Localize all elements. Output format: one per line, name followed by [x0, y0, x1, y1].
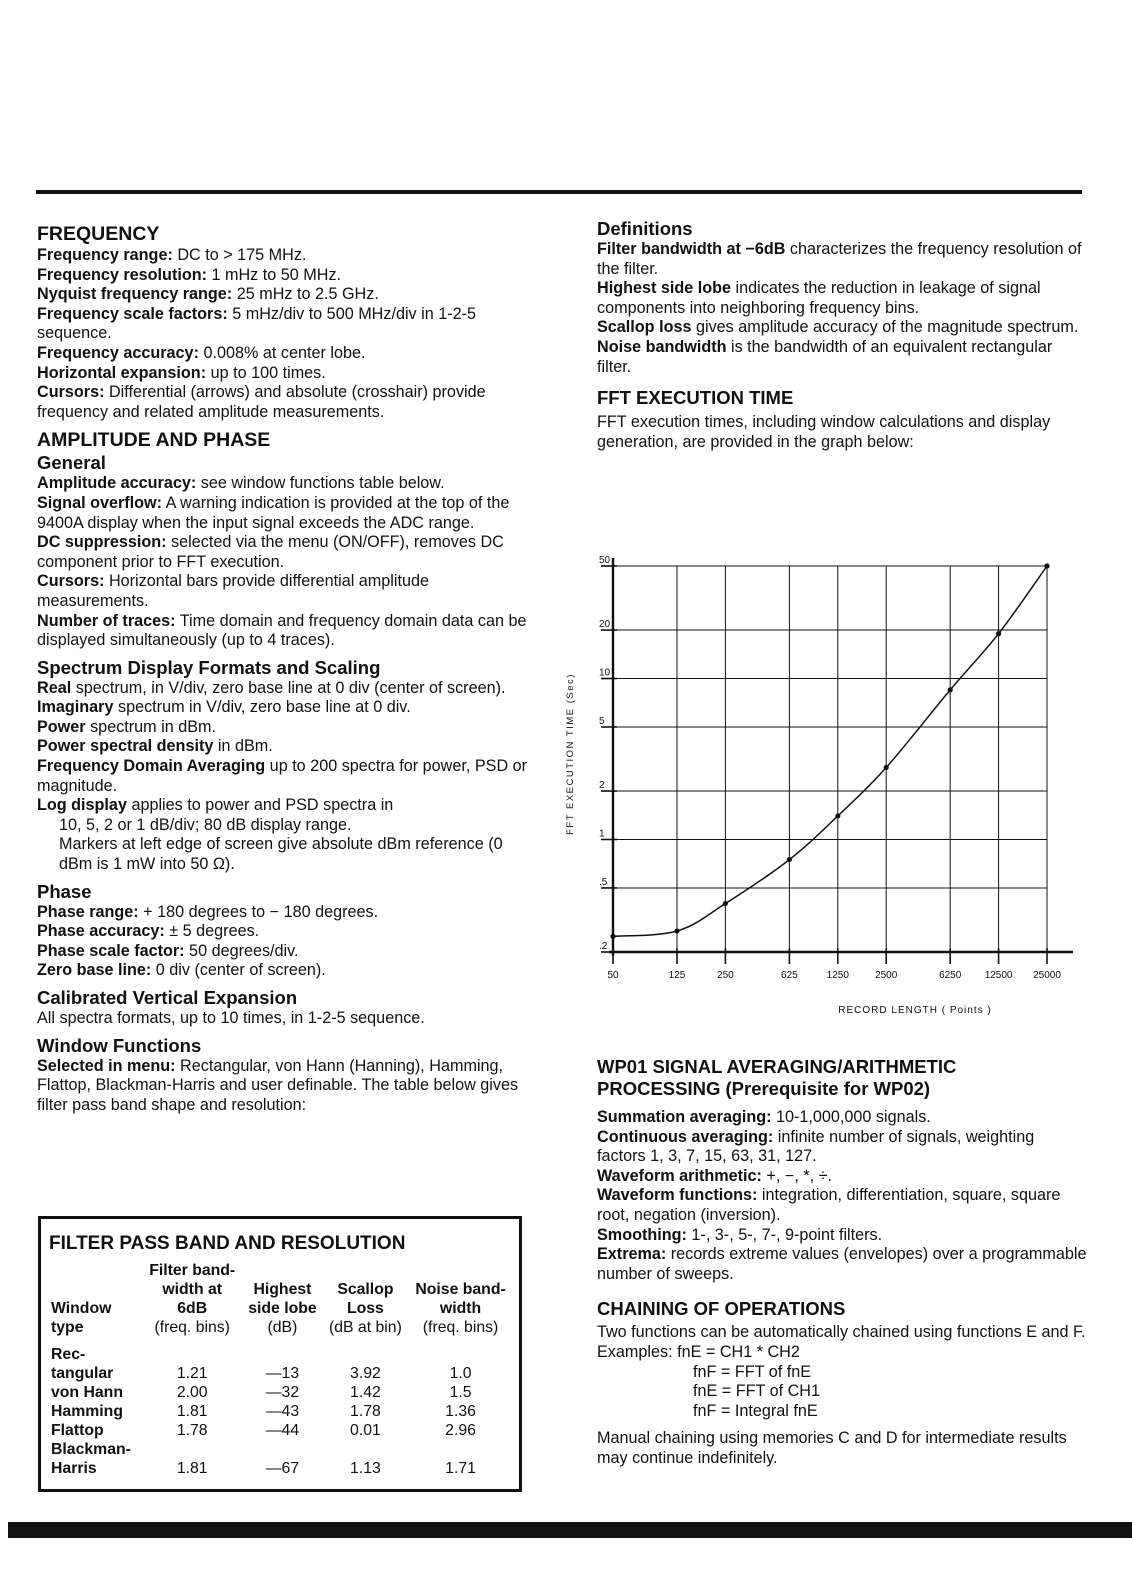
x-tick-label: 625 [781, 970, 798, 981]
spec-line: Number of traces: Time domain and frequency domain data can be displayed simultaneously (up to 4 traces). [37, 611, 527, 650]
spec-line: Signal overflow: A warning indication is provided at the top of the 9400A display when the input signal exceeds the ADC range. [37, 493, 510, 532]
data-point [948, 687, 953, 692]
x-tick-label: 25000 [1033, 970, 1061, 981]
spec-line: Horizontal expansion: up to 100 times. [37, 363, 326, 382]
vertical-expansion-heading: Calibrated Vertical Expansion [37, 987, 298, 1008]
definition-line: Noise bandwidth is the bandwidth of an equivalent rectangular filter. [597, 337, 1053, 376]
table-row: von Hann 2.00 —32 1.42 1.5 [51, 1384, 472, 1401]
fft-execution-chart [555, 548, 1085, 1028]
chaining-heading: CHAINING OF OPERATIONS [597, 1298, 846, 1320]
manual-chaining-text: Manual chaining using memories C and D for intermediate results may continue indefinitely. [597, 1429, 1067, 1467]
x-tick-label: 125 [668, 970, 686, 981]
left-column [37, 222, 537, 1115]
table-units-row: type (freq. bins) (dB) (dB at bin) (freq. bins) [51, 1319, 499, 1336]
data-point [787, 857, 792, 862]
spec-line: Real spectrum, in V/div, zero base line at 0 div (center of screen). [37, 678, 506, 697]
spec-line: Cursors: Differential (arrows) and absolute (crosshair) provide frequency and related amplitude measurements. [37, 383, 486, 421]
data-point [996, 631, 1001, 636]
table-row: Flattop 1.78 —44 0.01 2.96 [51, 1422, 476, 1439]
y-tick-label: 5 [599, 715, 605, 727]
x-tick-label: 2500 [875, 970, 898, 981]
amplitude-phase-heading: AMPLITUDE AND PHASE [37, 429, 271, 452]
spec-line: Extrema: records extreme values (envelopes) over a programmable number of sweeps. [597, 1245, 1087, 1283]
chart-ticks [599, 555, 1061, 981]
filter-pass-band-table [38, 1216, 522, 1492]
filter-table [49, 1261, 513, 1478]
x-axis-label: RECORD LENGTH ( Points ) [838, 1005, 992, 1016]
fft-execution-text: FFT execution times, including window calculations and display generation, are provided in the graph below: [597, 413, 1051, 451]
spec-line: Waveform functions: integration, differentiation, square, square root, negation (inversion). [597, 1186, 1061, 1224]
definition-line: Highest side lobe indicates the reduction in leakage of signal components into neighboring frequency bins. [597, 279, 1041, 317]
chart-axes [609, 558, 1073, 956]
spec-line: Summation averaging: 10-1,000,000 signals. [597, 1108, 931, 1126]
data-point [674, 928, 679, 933]
spec-line: Waveform arithmetic: +, −, *, ÷. [597, 1166, 832, 1185]
general-heading: General [37, 452, 106, 474]
right-column [597, 218, 1087, 452]
x-tick-label: 50 [607, 970, 619, 981]
data-point [610, 934, 615, 939]
window-functions-text: Selected in menu: Rectangular, von Hann (Hanning), Hamming, Flattop, Blackman-Harris and user definable. The table below gives filter pass band shape and resolution: [37, 1056, 519, 1114]
x-tick-label: 1250 [826, 970, 849, 981]
table-row: Hamming 1.81 —43 1.78 1.36 [51, 1403, 476, 1420]
definition-line: Filter bandwidth at −6dB characterizes the frequency resolution of the filter. [597, 240, 1082, 278]
spectrum-formats-heading: Spectrum Display Formats and Scaling [37, 656, 381, 678]
data-point [835, 813, 840, 818]
chart-svg [555, 548, 1085, 1028]
spec-line: Zero base line: 0 div (center of screen). [37, 961, 326, 980]
table-row: Blackman- Harris 1.81 —67 1.13 1.71 [51, 1441, 476, 1477]
data-point [884, 765, 889, 770]
spec-line: Frequency scale factors: 5 mHz/div to 500 MHz/div in 1-2-5 sequence. [37, 304, 477, 343]
table-header-row [49, 1261, 513, 1318]
y-tick-label: 10 [599, 667, 611, 679]
spec-line: Phase accuracy: ± 5 degrees. [37, 922, 260, 941]
phase-list [37, 903, 537, 981]
log-display-markers: Markers at left edge of screen give absolute dBm reference (0 dBm is 1 mW into 50 Ω). [59, 835, 503, 874]
spec-line: Power spectral density in dBm. [37, 737, 273, 756]
data-point [723, 901, 728, 906]
general-list [37, 474, 537, 650]
series-line [613, 566, 1047, 936]
x-tick-label: 6250 [939, 970, 962, 981]
spec-line: Continuous averaging: infinite number of signals, weighting factors 1, 3, 7, 15, 63, 31, 127. [597, 1127, 1035, 1166]
wp01-list [597, 1108, 1087, 1284]
spec-line: Frequency Domain Averaging up to 200 spectra for power, PSD or magnitude. [37, 757, 528, 795]
spec-line: Frequency range: DC to > 175 MHz. [37, 246, 307, 264]
definitions-list [597, 240, 1087, 377]
chaining-example: fnF = FFT of fnE [693, 1362, 811, 1381]
y-tick-label: 50 [599, 555, 611, 566]
y-tick-label: 2 [599, 780, 605, 792]
col-header-window: Window [51, 1300, 112, 1317]
spec-line: DC suppression: selected via the menu (ON/OFF), removes DC component prior to FFT execution. [37, 533, 504, 571]
spec-line: Smoothing: 1-, 3-, 5-, 7-, 9-point filters. [597, 1225, 883, 1244]
spec-line: Cursors: Horizontal bars provide differential amplitude measurements. [37, 572, 429, 610]
fft-execution-heading: FFT EXECUTION TIME [597, 387, 794, 409]
frequency-heading: FREQUENCY [37, 223, 160, 245]
spec-line: Frequency resolution: 1 mHz to 50 MHz. [37, 265, 342, 284]
spectrum-list [37, 679, 537, 875]
x-tick-label: 12500 [984, 970, 1013, 981]
y-tick-label: 1 [599, 828, 605, 840]
window-functions-heading: Window Functions [37, 1034, 202, 1056]
table-title: FILTER PASS BAND AND RESOLUTION [49, 1233, 406, 1254]
spec-line: Power spectrum in dBm. [37, 717, 217, 736]
phase-heading: Phase [37, 880, 92, 902]
y-tick-label: .2 [599, 941, 608, 952]
spec-line: Imaginary spectrum in V/div, zero base line at 0 div. [37, 698, 411, 717]
col-header-side-lobe: Highest side lobe [248, 1281, 317, 1317]
col-header-scallop: Scallop Loss [337, 1281, 394, 1317]
definitions-heading: Definitions [597, 218, 693, 239]
right-lower-column [597, 1056, 1087, 1469]
vertical-expansion-text: All spectra formats, up to 10 times, in 1-2-5 sequence. [37, 1009, 425, 1027]
chaining-text: Two functions can be automatically chained using functions E and F. [597, 1323, 1086, 1342]
definition-line: Scallop loss gives amplitude accuracy of the magnitude spectrum. [597, 318, 1079, 337]
y-tick-label: .5 [599, 876, 608, 888]
log-display-detail: 10, 5, 2 or 1 dB/div; 80 dB display range. [59, 815, 352, 834]
spec-line: Nyquist frequency range: 25 mHz to 2.5 GHz. [37, 285, 379, 304]
bottom-rule [8, 1522, 1132, 1538]
chaining-example: Examples: fnE = CH1 * CH2 [597, 1342, 800, 1361]
x-tick-label: 250 [717, 970, 734, 981]
chart-grid [613, 566, 1047, 952]
spec-line: Log display applies to power and PSD spectra in [37, 796, 394, 815]
table-row: Rec- tangular 1.21 —13 3.92 1.0 [51, 1346, 472, 1382]
top-rule [36, 190, 1082, 194]
chaining-example: fnE = FFT of CH1 [693, 1382, 820, 1401]
spec-line: Phase scale factor: 50 degrees/div. [37, 941, 299, 960]
chaining-example: fnF = Integral fnE [693, 1401, 818, 1420]
y-tick-label: 20 [599, 619, 611, 631]
chart-points [610, 563, 1049, 939]
spec-line: Frequency accuracy: 0.008% at center lobe. [37, 343, 366, 362]
wp01-heading: WP01 SIGNAL AVERAGING/ARITHMETIC PROCESSING (Prerequisite for WP02) [597, 1056, 957, 1099]
data-point [1044, 563, 1049, 568]
col-header-bandwidth: Filter band- width at 6dB [149, 1262, 236, 1317]
col-header-noise: Noise band- width [415, 1281, 506, 1317]
spec-line: Amplitude accuracy: see window functions table below. [37, 474, 445, 493]
frequency-list [37, 246, 537, 422]
spec-line: Phase range: + 180 degrees to − 180 degrees. [37, 902, 379, 921]
y-axis-label: FFT EXECUTION TIME (Sec) [565, 673, 576, 835]
